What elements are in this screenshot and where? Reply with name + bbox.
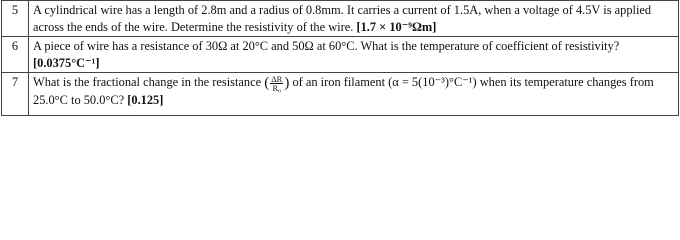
question-text-pre: What is the fractional change in the resistance [33, 75, 262, 89]
question-table [1, 0, 679, 116]
fraction-denominator: R₀ [272, 82, 282, 93]
question-number: 6 [2, 37, 29, 73]
close-paren: ) [284, 75, 290, 91]
delta-r-fraction [270, 75, 283, 92]
question-text-content: A cylindrical wire has a length of 2.8m and a radius of 0.8mm. It carries a current of 1.5A, when a voltage of 4.5V is applied across the ends of the wire. Determine the resistivity of the wire. [33, 3, 652, 34]
answer-text: [0.0375°C⁻¹] [33, 55, 100, 70]
question-text [29, 73, 679, 116]
answer-text: [0.125] [127, 92, 164, 107]
open-paren: ( [264, 75, 270, 91]
question-text [29, 1, 679, 37]
answer-text: [1.7 × 10⁻⁹Ωm] [356, 19, 437, 34]
question-row [2, 1, 679, 37]
question-number: 5 [2, 1, 29, 37]
question-number: 7 [2, 73, 29, 116]
question-text-mid: of an iron filament (α = 5(10⁻³)°C⁻¹) when its temperature changes from 25.0°C to 50.0°C? [33, 75, 654, 107]
question-text-content: A piece of wire has a resistance of 30Ω at 20°C and 50Ω at 60°C. What is the temperature of coefficient of resistivity? [33, 39, 620, 53]
fraction-numerator: ΔR [271, 73, 283, 84]
question-row [2, 73, 679, 116]
question-text [29, 37, 679, 73]
question-row [2, 37, 679, 73]
